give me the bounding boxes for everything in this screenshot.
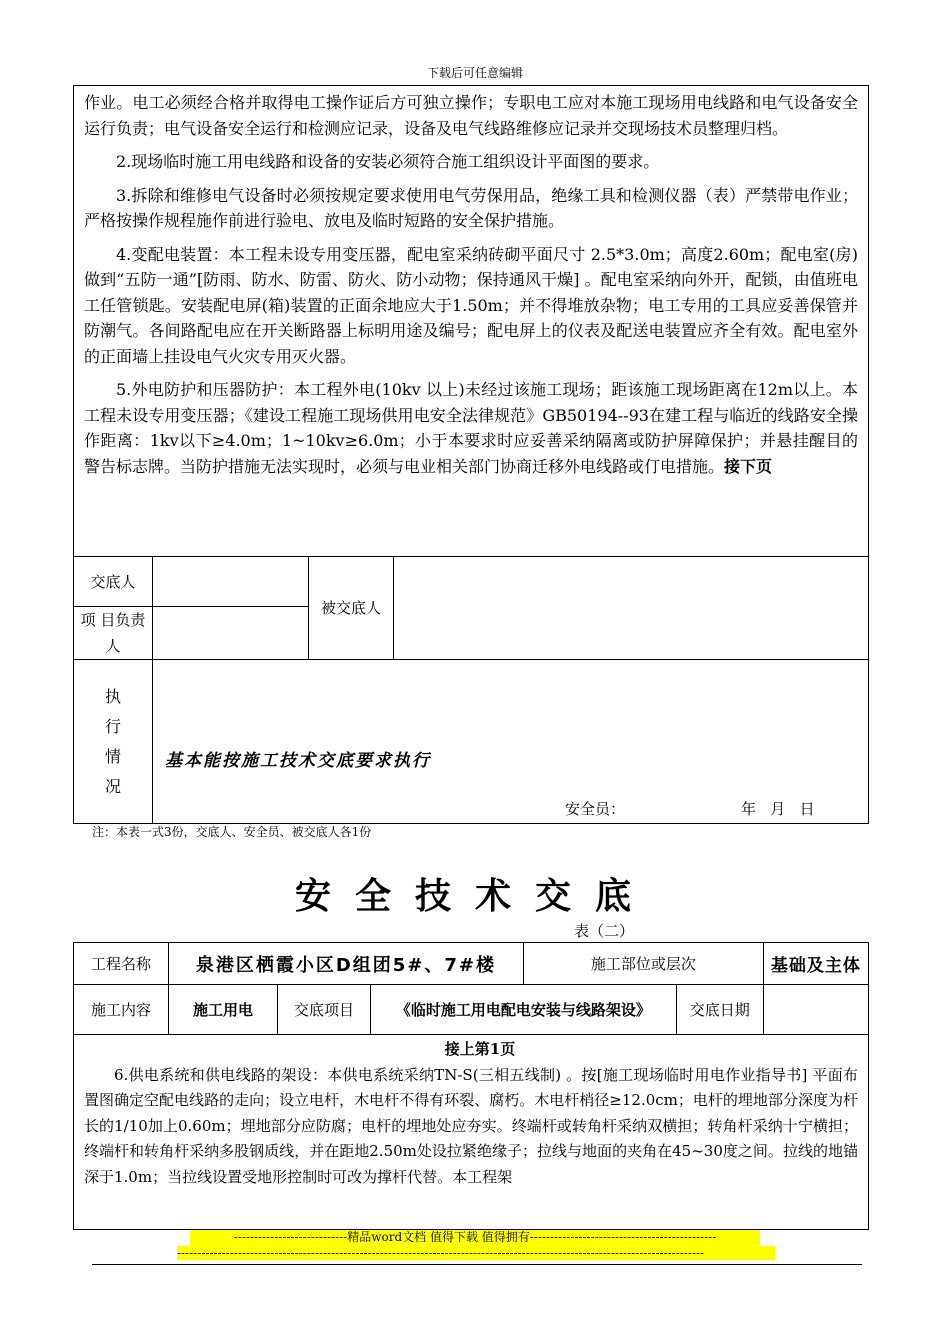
table1-body bbox=[74, 86, 869, 557]
paragraph-4: 4.变配电装置：本工程未设专用变压器，配电室采纳砖砌平面尺寸 2.5*3.0m；高度2.60m；配电室(房) 做到“五防一通”[防雨、防水、防雷、防火、防小动物；保持通风干燥] 。配电室采纳向外开，配锁，由值班电工任管锁匙。安装配电屏(箱)装置的正面余地应大于1.50m；并不得堆放杂物；电工专用的工具应妥善保管并防潮气。各间路配电应在开关断路器上标明用途及编号；配电屏上的仪表及配送电装置应齐全有效。配电室外的正面墙上挂设电气火灾专用灭火器。 bbox=[84, 244, 858, 366]
disclosure-table-1 bbox=[73, 85, 869, 824]
jiaodiren-value bbox=[153, 557, 309, 607]
paragraph-2: 2.现场临时施工用电线路和设备的安装必须符合施工组织设计平面图的要求。 bbox=[116, 152, 660, 171]
paragraph-3: 3.拆除和维修电气设备时必须按规定要求使用电气劳保用品，绝缘工具和检测仪器（表）严禁带电作业；严格按操作规程施作前进行验电、放电及临时短路的安全保护措施。 bbox=[84, 185, 858, 230]
content-value: 施工用电 bbox=[169, 985, 278, 1035]
part-value: 基础及主体 bbox=[763, 943, 868, 985]
paragraph-1: 作业。电工必须经合格并取得电工操作证后方可独立操作；专职电工应对本施工现场用电线路和电气设备安全运行负责；电气设备安全运行和检测应记录，设备及电气线路维修应记录并交现场技术员整理归档。 bbox=[84, 93, 858, 138]
jiaodiren-label: 交底人 bbox=[74, 557, 153, 607]
date-label: 年 月 日 bbox=[741, 800, 815, 818]
item-label: 交底项目 bbox=[278, 985, 371, 1035]
continue-from-label: 接上第1页 bbox=[444, 1040, 516, 1058]
table-note: 注：本表一式3份，交底人、安全员、被交底人各1份 bbox=[92, 825, 372, 839]
exec-handwritten-text: 基本能按施工技术交底要求执行 bbox=[165, 751, 431, 771]
content-label: 施工内容 bbox=[74, 985, 169, 1035]
paragraph-6: 6.供电系统和供电线路的架设：本供电系统采纳TN-S(三相五线制) 。按[施工现场临时用电作业指导书] 平面布置图确定空配电线路的走向；设立电杆，木电杆不得有环裂、腐朽。木电杆梢径≥12.0cm；电杆的埋地部分深度为杆长的1/10加上0.60m；埋地部分应防腐；电杆的埋地处应夯实。终端杆或转角杆采纳双横担；转角杆采纳十宁横担；终端杆和转角杆采纳多股钢质线，并在距地2.50m处设拉紧绝缘子；拉线与地面的夹角在45~30度之间。拉线的地锚深于1.0m；当拉线设置受地形控制时可改为撑杆代替。本工程架 bbox=[84, 1065, 858, 1186]
exec-label-text: 执行情况 bbox=[105, 686, 122, 796]
part-label: 施工部位或层次 bbox=[523, 943, 763, 985]
disclosure-table-2 bbox=[73, 942, 869, 1230]
footer-rule bbox=[92, 1264, 862, 1265]
beijiaodiren-label: 被交底人 bbox=[309, 557, 394, 660]
page-header: 下载后可任意编辑 bbox=[426, 66, 523, 80]
fuzeren-label: 项 目负责人 bbox=[74, 607, 153, 660]
footer-banner-1: ----------------------------精品word文档 值得下载 值得拥有---------------------------------------------- bbox=[190, 1230, 760, 1245]
safety-officer-label: 安全员： bbox=[565, 800, 626, 818]
project-name-value: 泉港区栖霞小区D组团5#、7#楼 bbox=[169, 943, 524, 985]
table-number: 表（二） bbox=[574, 922, 635, 940]
fuzeren-value bbox=[153, 607, 309, 660]
document-title: 安全技术交底 bbox=[294, 876, 655, 917]
exec-content bbox=[153, 660, 869, 824]
project-name-label: 工程名称 bbox=[74, 943, 169, 985]
paragraph-5-text: 5.外电防护和压器防护：本工程外电(10kv 以上)未经过该施工现场；距该施工现场距离在12m以上。本工程未设专用变压器；《建设工程施工现场供用电安全法律规范》GB50194--93在建工程与临近的线路安全操作距离：1kv以下≥4.0m；1~10kv≥6.0m；小于本要求时应妥善采纳隔离或防护屏障保护；并悬挂醒目的警告标志牌。当防护措施无法实现时，必须与电业相关部门协商迁移外电线路或仃电措施。 bbox=[84, 380, 858, 476]
continue-next-label: 接下页 bbox=[724, 456, 773, 476]
paragraph-5 bbox=[84, 377, 858, 479]
beijiaodiren-value bbox=[394, 557, 869, 660]
date-value-2 bbox=[763, 985, 868, 1035]
footer-banner-2: ---------------------------------------------------------------------------------------------------------------------------------- bbox=[177, 1246, 775, 1260]
item-value: 《临时施工用电配电安装与线路架设》 bbox=[371, 985, 677, 1035]
exec-label bbox=[74, 660, 153, 824]
table2-body bbox=[74, 1035, 869, 1230]
date-label-2: 交底日期 bbox=[676, 985, 763, 1035]
